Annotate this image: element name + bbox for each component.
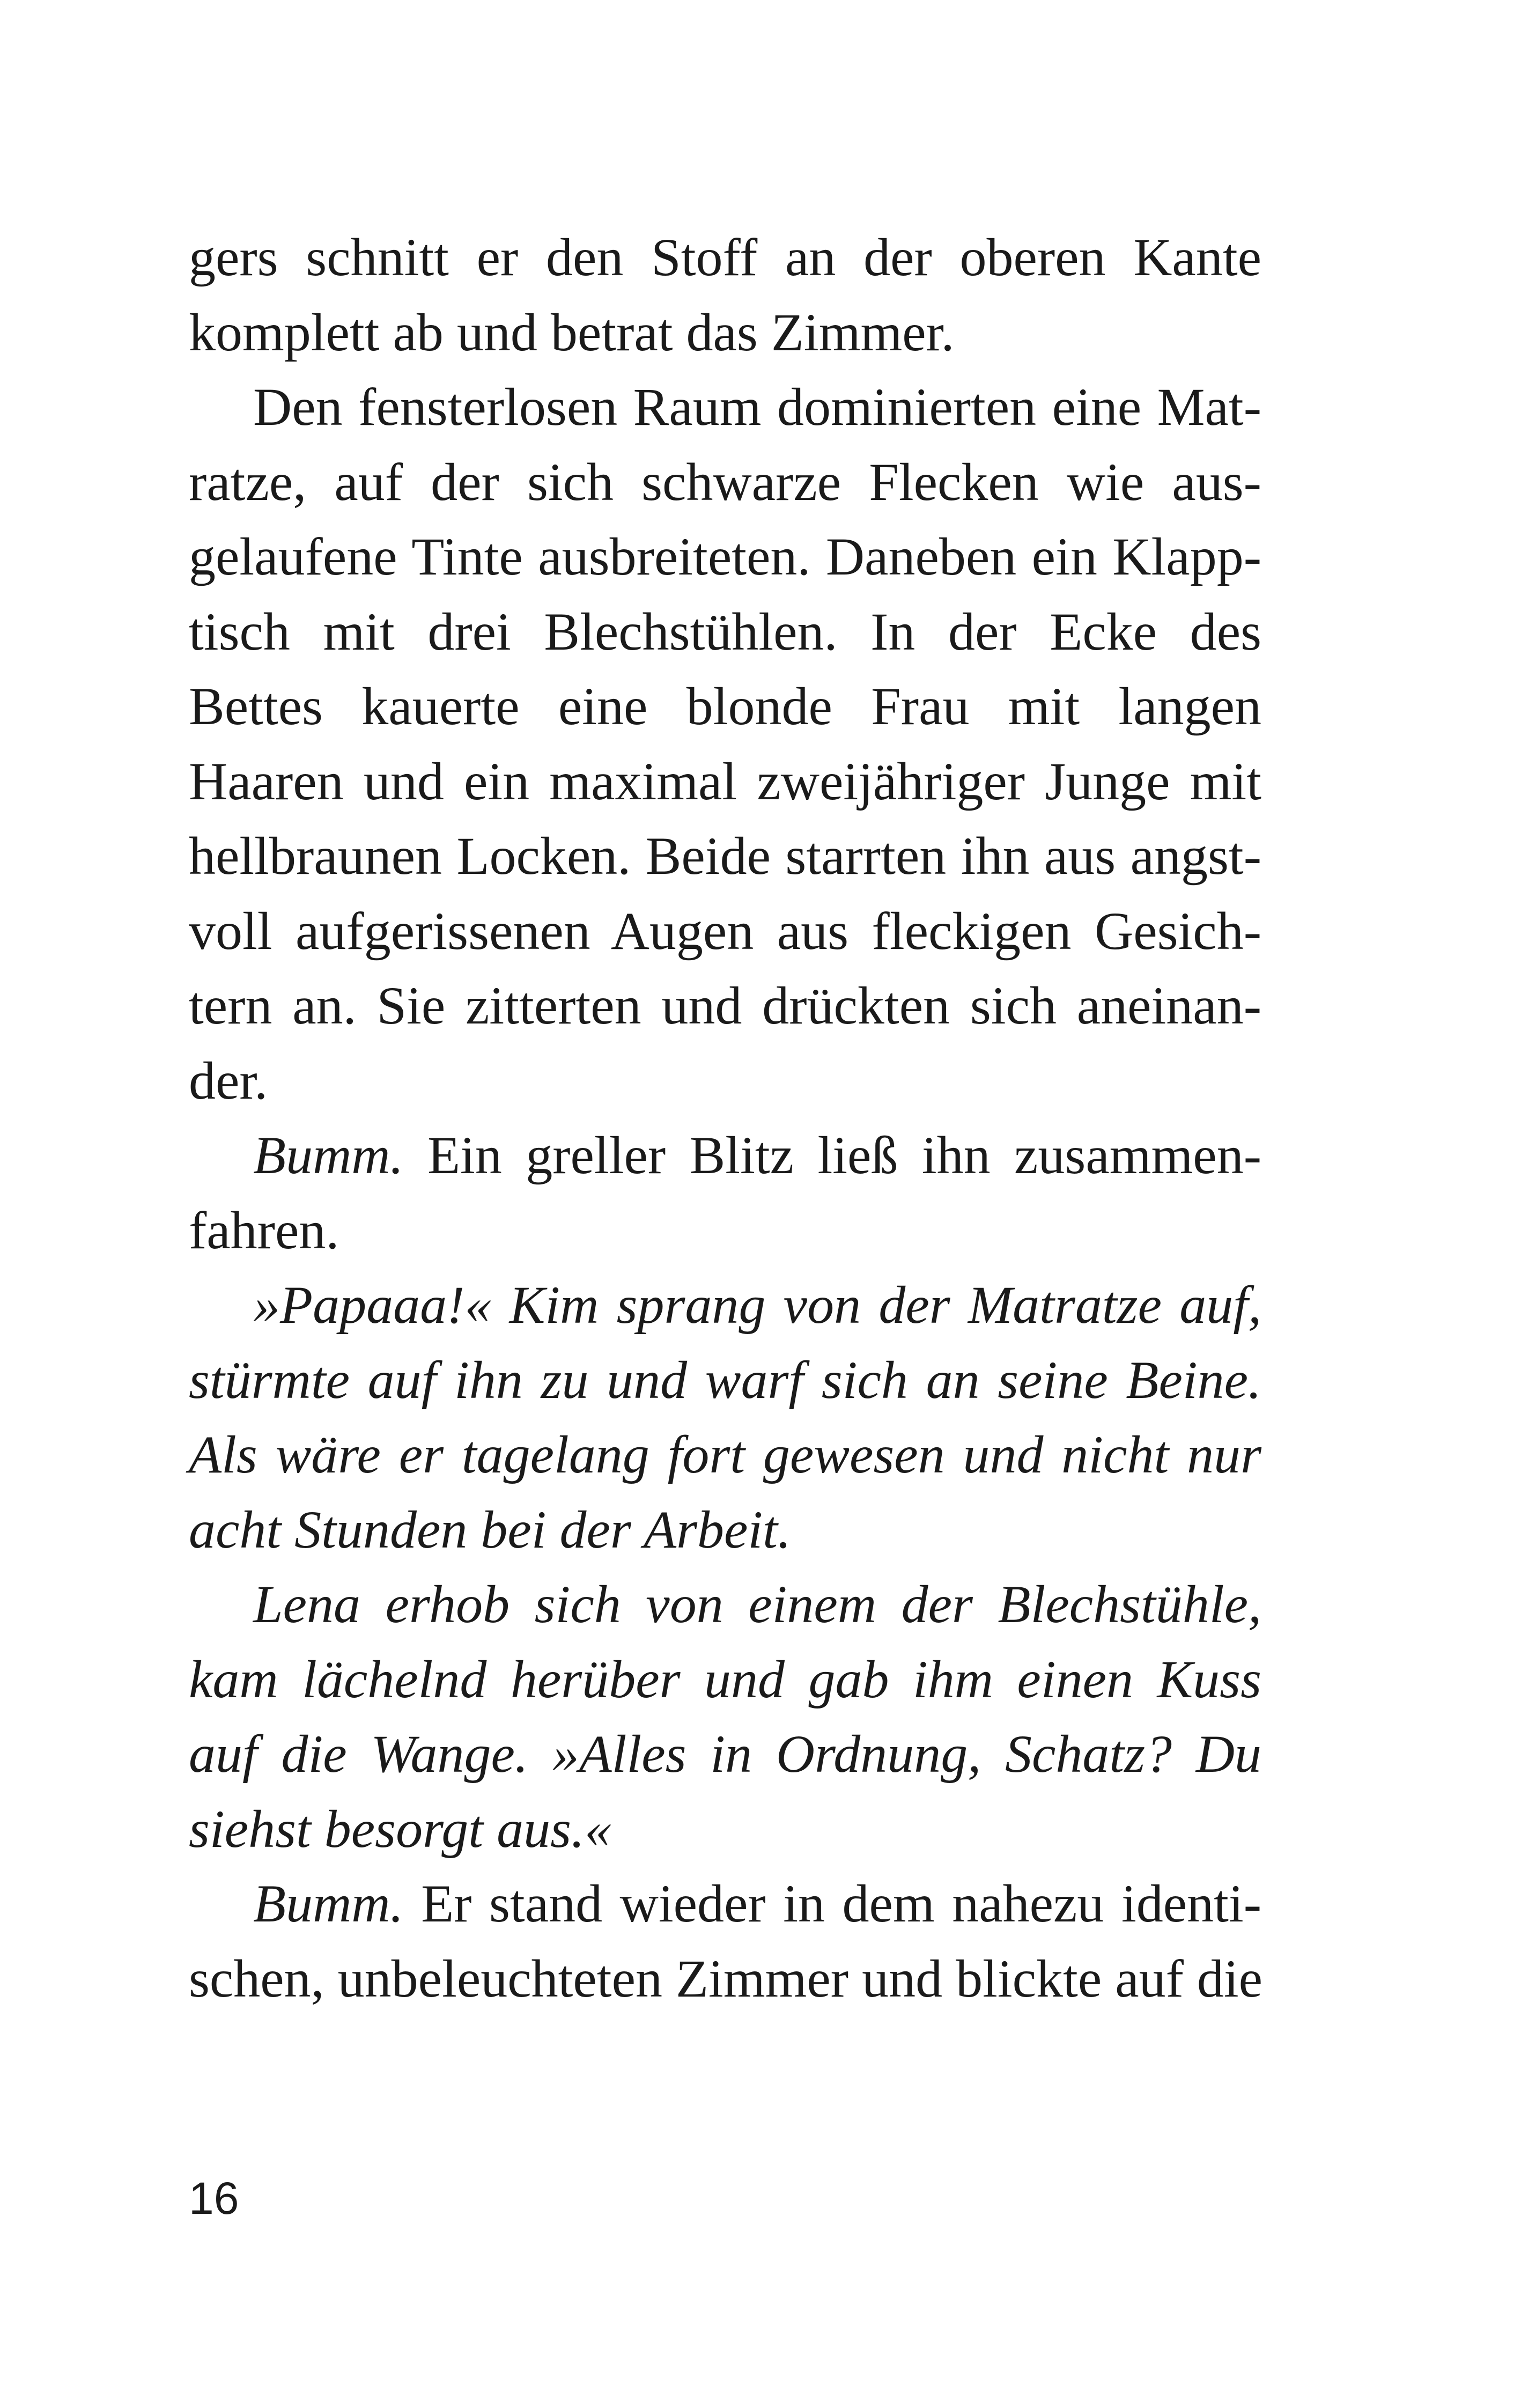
paragraph xyxy=(189,1567,1261,1866)
text-line xyxy=(189,744,1261,819)
text-segment: voll aufgerissenen Augen aus fleckigen Gesich- xyxy=(189,901,1261,961)
text-line xyxy=(189,445,1261,520)
text-line xyxy=(189,1492,1261,1567)
text-line xyxy=(189,594,1261,669)
body-text xyxy=(189,220,1261,2016)
page-number: 16 xyxy=(189,2173,239,2223)
text-line xyxy=(189,370,1261,445)
text-segment: tern an. Sie zitterten und drückten sich aneinan- xyxy=(189,976,1261,1035)
text-segment: Ein greller Blitz ließ ihn zusammen- xyxy=(403,1125,1261,1185)
text-line xyxy=(189,894,1261,969)
text-segment: der. xyxy=(189,1050,268,1110)
text-segment: ratze, auf der sich schwarze Flecken wie aus- xyxy=(189,452,1261,512)
paragraph xyxy=(189,1118,1261,1268)
text-line xyxy=(189,1118,1261,1193)
text-segment: Er stand wieder in dem nahezu identi- xyxy=(403,1874,1261,1933)
text-line xyxy=(189,1866,1261,1941)
text-line xyxy=(189,1941,1261,2016)
text-line xyxy=(189,1642,1261,1717)
text-line xyxy=(189,1043,1261,1118)
text-line xyxy=(189,669,1261,744)
text-segment: Bettes kauerte eine blonde Frau mit langen xyxy=(189,676,1261,736)
text-line xyxy=(189,1343,1261,1418)
italic-text: »Papaaa!« Kim sprang von der Matratze auf, xyxy=(253,1275,1261,1335)
italic-text: Als wäre er tagelang fort gewesen und nicht nur xyxy=(189,1425,1261,1484)
text-line xyxy=(189,1193,1261,1268)
italic-text: Bumm. xyxy=(253,1125,404,1185)
paragraph xyxy=(189,1866,1261,2016)
text-segment: gelaufene Tinte ausbreiteten. Daneben ein Klapp- xyxy=(189,527,1261,586)
text-segment: tisch mit drei Blechstühlen. In der Ecke des xyxy=(189,601,1261,661)
text-line xyxy=(189,1417,1261,1492)
text-line xyxy=(189,819,1261,894)
text-segment: hellbraunen Locken. Beide starrten ihn aus angst- xyxy=(189,826,1261,886)
text-line xyxy=(189,220,1261,295)
paragraph xyxy=(189,1268,1261,1567)
paragraph xyxy=(189,220,1261,370)
text-line xyxy=(189,295,1261,370)
italic-text: kam lächelnd herüber und gab ihm einen Kuss xyxy=(189,1649,1261,1709)
italic-text: Lena erhob sich von einem der Blechstühle, xyxy=(253,1574,1261,1634)
text-line xyxy=(189,1717,1261,1792)
italic-text: stürmte auf ihn zu und warf sich an seine Beine. xyxy=(189,1350,1261,1410)
paragraph xyxy=(189,370,1261,1118)
text-line xyxy=(189,1268,1261,1343)
text-segment: Haaren und ein maximal zweijähriger Junge mit xyxy=(189,751,1261,811)
text-line xyxy=(189,519,1261,594)
text-segment: schen, unbeleuchteten Zimmer und blickte auf die xyxy=(189,1948,1263,2008)
text-line xyxy=(189,968,1261,1043)
text-line xyxy=(189,1792,1261,1867)
italic-text: siehst besorgt aus.« xyxy=(189,1799,611,1859)
text-segment: fahren. xyxy=(189,1200,339,1260)
italic-text: auf die Wange. »Alles in Ordnung, Schatz? Du xyxy=(189,1724,1261,1784)
italic-text: Bumm. xyxy=(253,1874,404,1933)
text-segment: gers schnitt er den Stoff an der oberen Kante xyxy=(189,227,1261,287)
text-segment: komplett ab und betrat das Zimmer. xyxy=(189,302,955,362)
italic-text: acht Stunden bei der Arbeit. xyxy=(189,1499,791,1559)
text-segment: Den fensterlosen Raum dominierten eine Mat- xyxy=(253,377,1261,437)
text-line xyxy=(189,1567,1261,1642)
